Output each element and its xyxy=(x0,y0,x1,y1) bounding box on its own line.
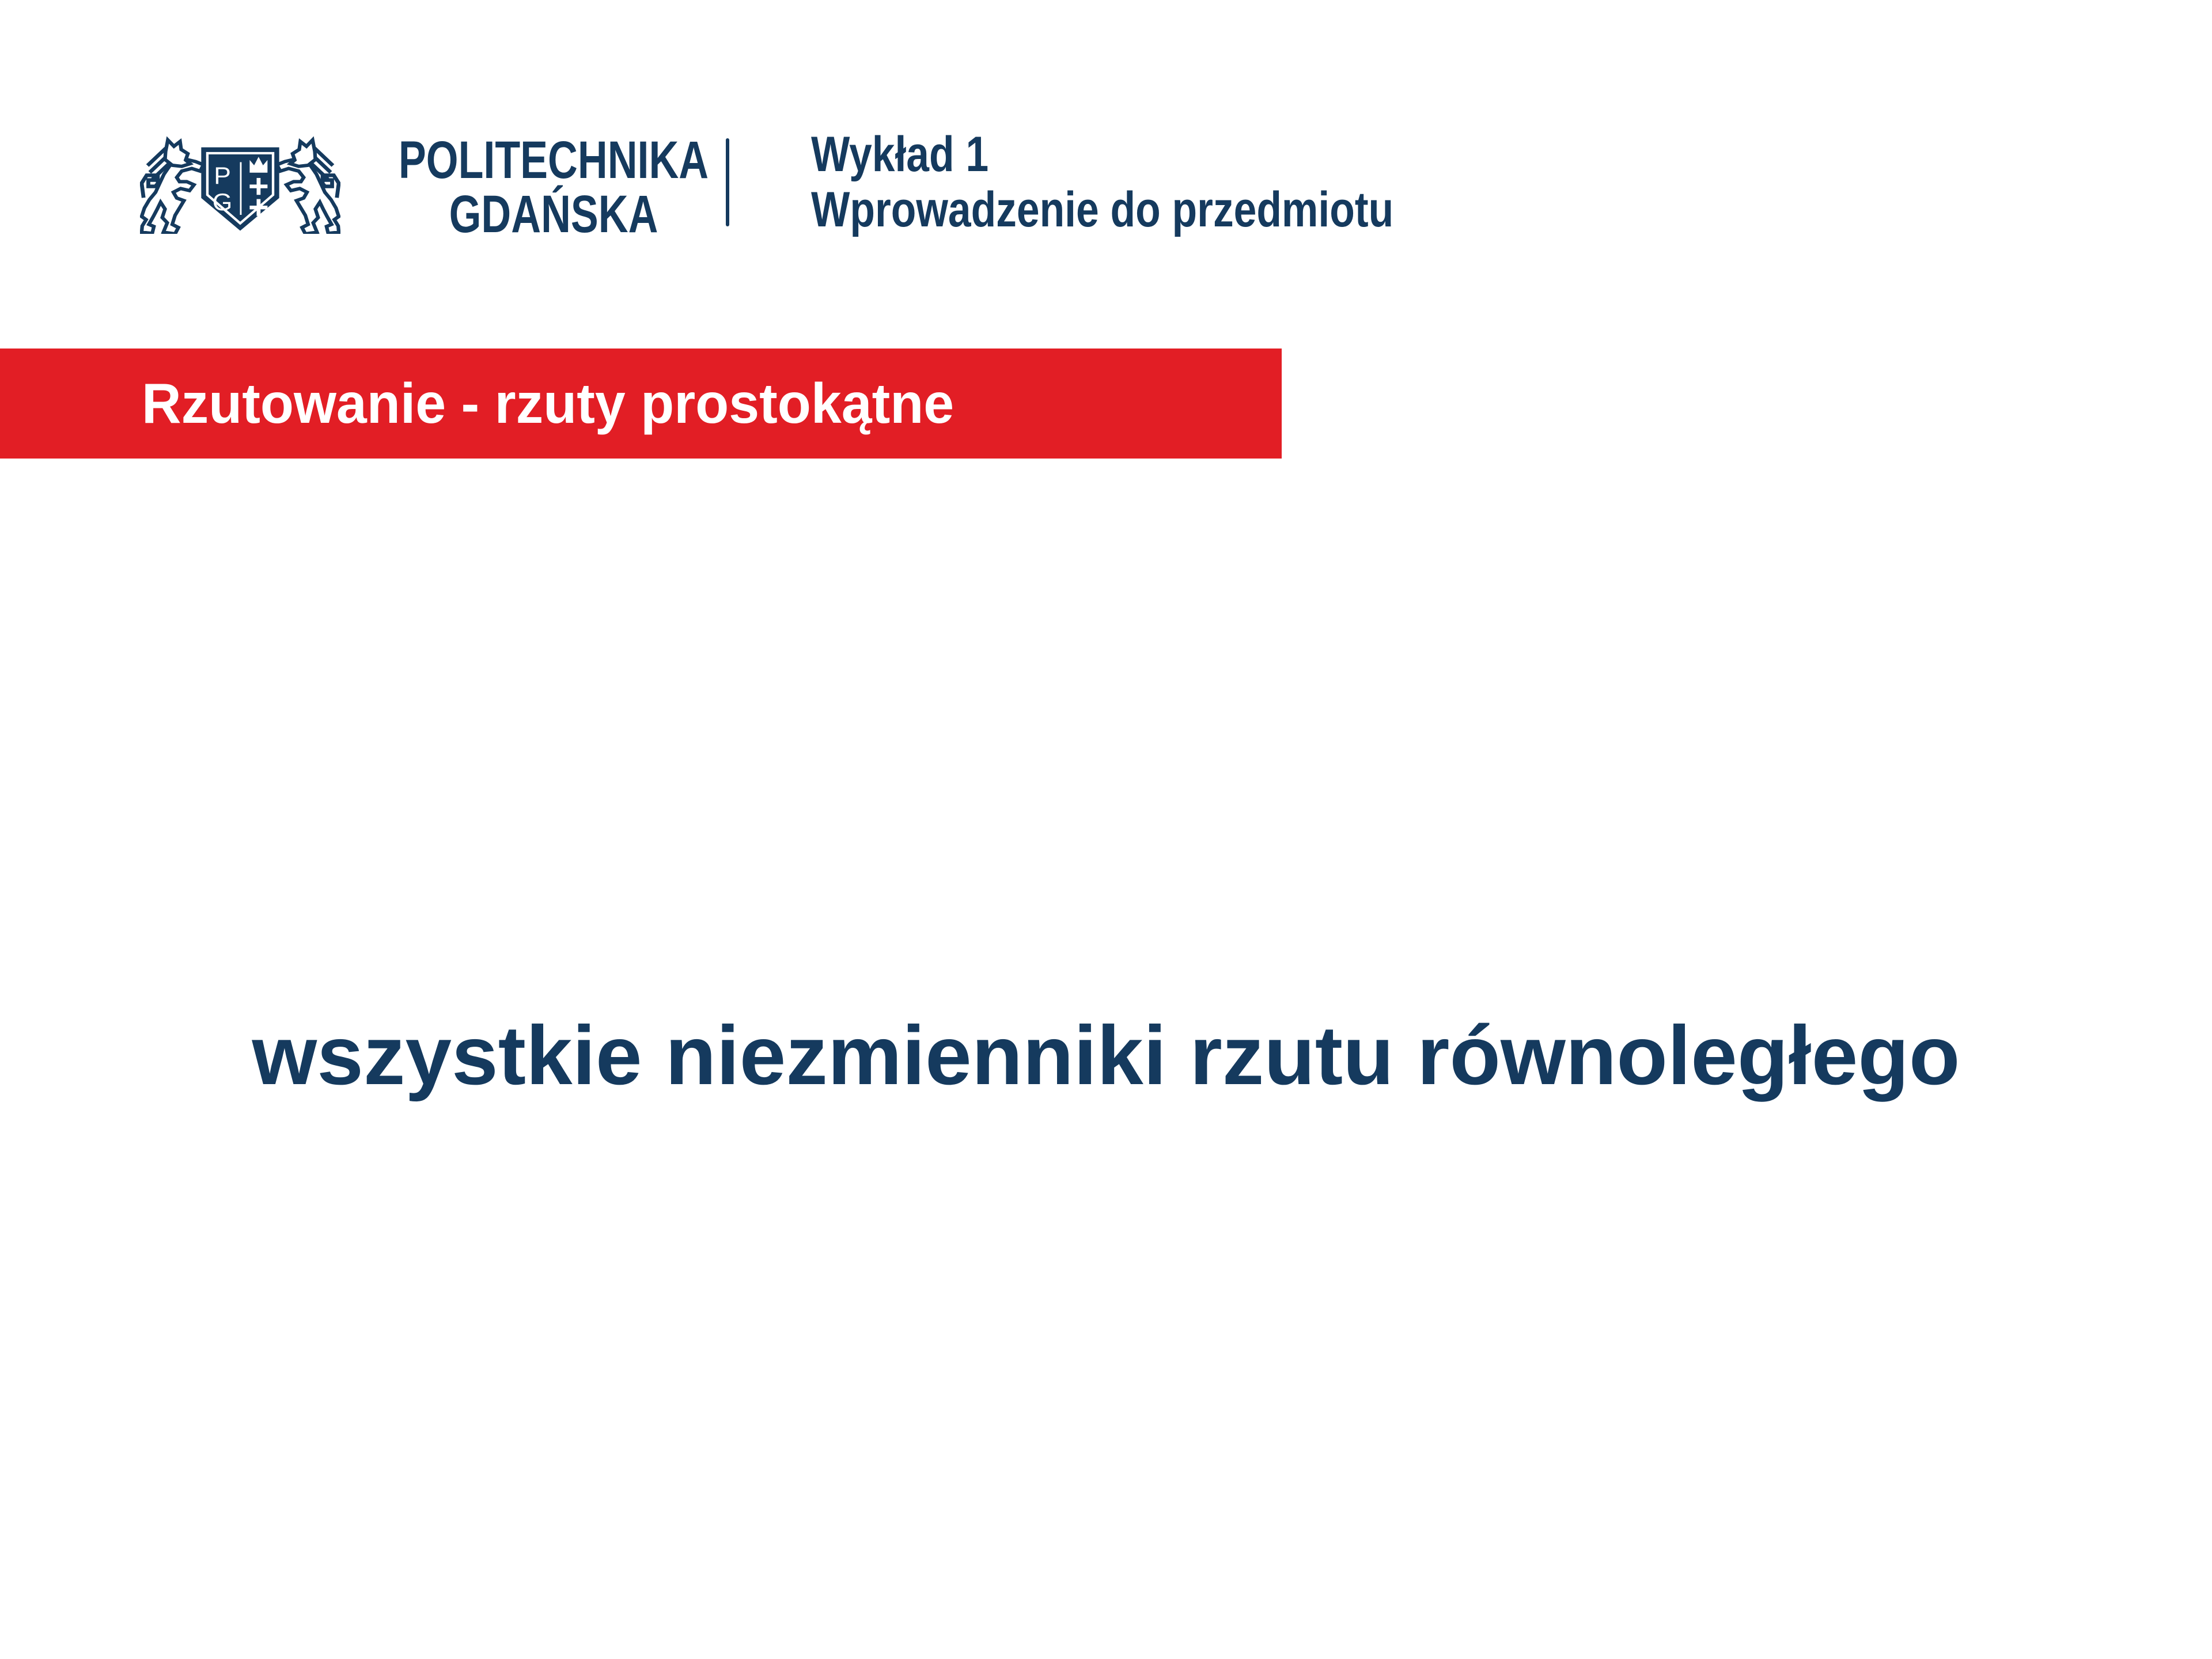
shield-letter-p: P xyxy=(214,162,231,190)
lecture-subtitle: Wprowadzenie do przedmiotu xyxy=(811,182,1394,237)
section-banner xyxy=(0,349,1282,459)
university-name-line2: GDAŃSKA xyxy=(449,185,658,244)
university-name xyxy=(355,131,709,244)
shield-letter-g: G xyxy=(212,188,233,216)
lecture-info xyxy=(811,127,1513,237)
lion-left-icon xyxy=(142,140,203,234)
section-banner-label: Rzutowanie - rzuty prostokątne xyxy=(142,372,955,435)
university-name-line1: POLITECHNIKA xyxy=(398,131,709,190)
slide-title: wszystkie niezmienniki rzutu równoległego xyxy=(252,1009,1960,1102)
lion-right-icon xyxy=(277,140,339,234)
header-divider xyxy=(726,138,729,226)
pg-crest-icon xyxy=(140,134,340,234)
lecture-number: Wykład 1 xyxy=(811,127,989,182)
shield-icon xyxy=(201,147,279,231)
